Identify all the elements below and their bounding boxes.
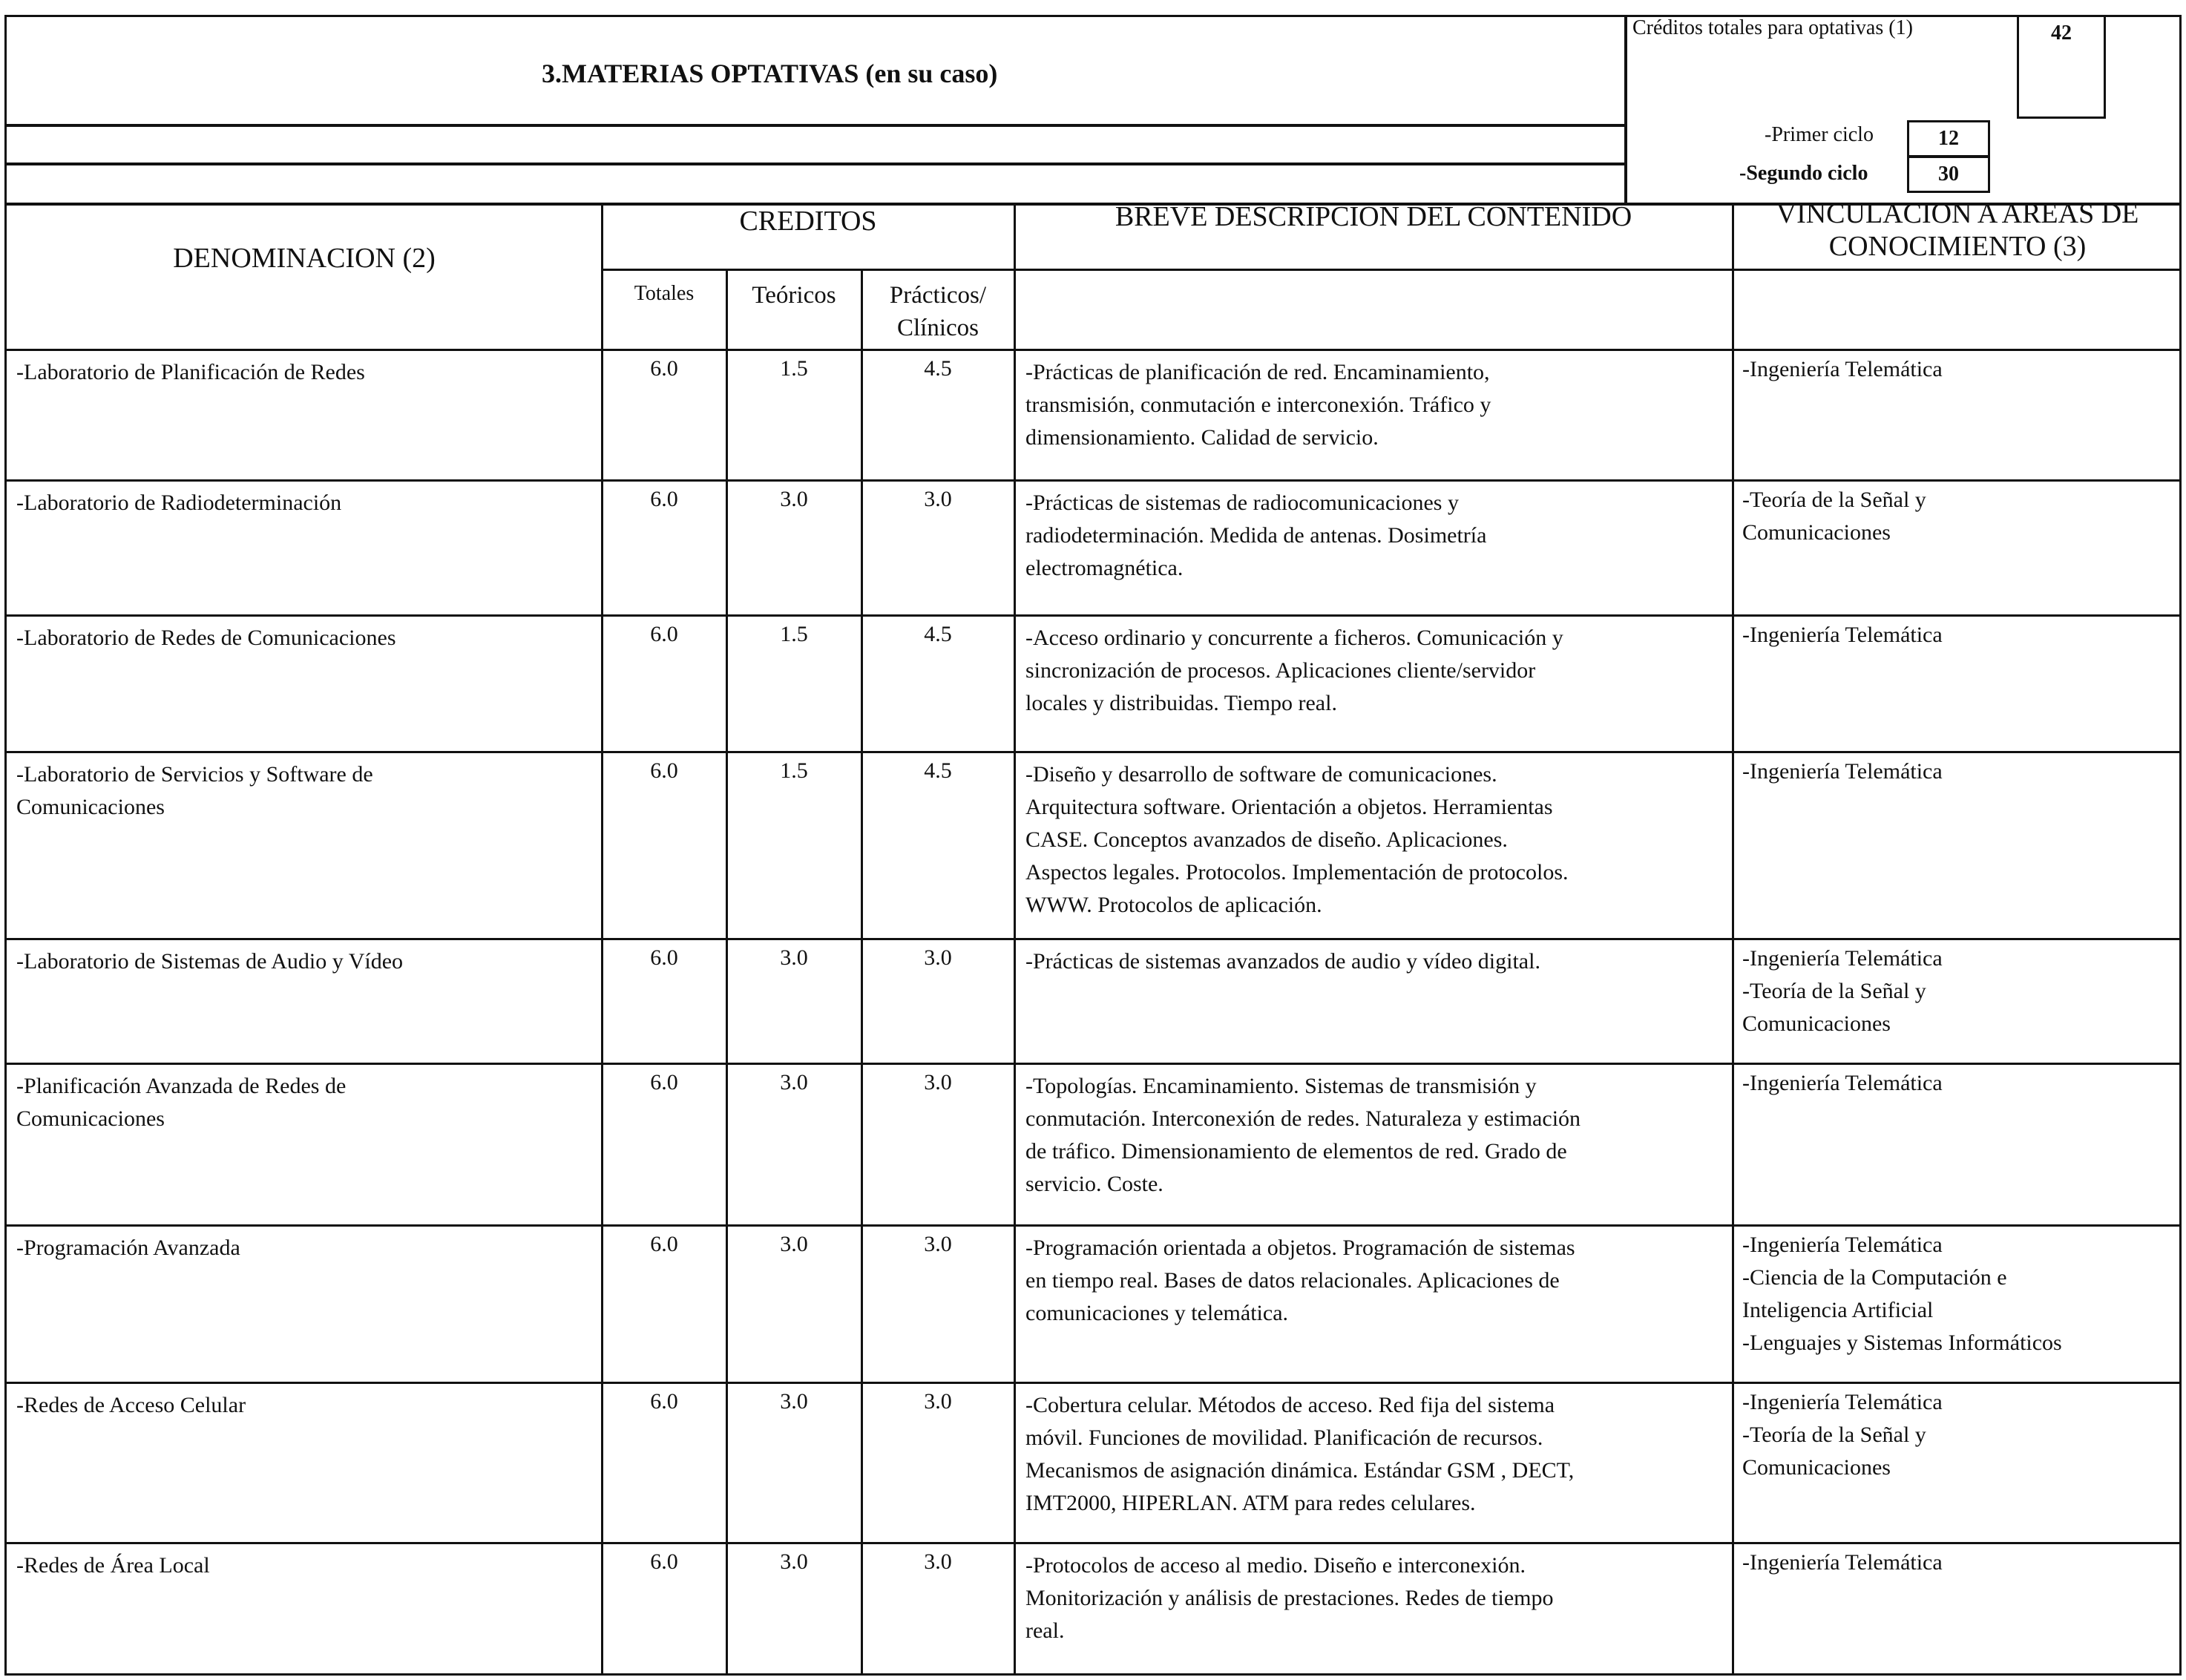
row-teoricos: 3.0 — [780, 1232, 808, 1256]
row-descripcion: Mecanismos de asignación dinámica. Estándar GSM , DECT, — [1025, 1458, 1575, 1483]
header-teoricos: Teóricos — [752, 282, 836, 309]
row-denominacion: Comunicaciones — [16, 1106, 165, 1131]
row-practicos: 3.0 — [924, 1070, 952, 1095]
row-descripcion: -Topologías. Encaminamiento. Sistemas de transmisión y — [1025, 1074, 1537, 1098]
row-totales: 6.0 — [650, 945, 678, 970]
row-area: Inteligencia Artificial — [1742, 1298, 1934, 1322]
row-denominacion: -Redes de Área Local — [16, 1553, 210, 1578]
row-area: -Teoría de la Señal y — [1742, 1423, 1926, 1447]
row-descripcion: dimensionamiento. Calidad de servicio. — [1025, 425, 1379, 450]
row-area: -Ingeniería Telemática — [1742, 1390, 1943, 1414]
row-divider — [4, 614, 2182, 617]
header-totales: Totales — [634, 282, 695, 305]
row-descripcion: comunicaciones y telemática. — [1025, 1301, 1289, 1325]
row-area: -Ciencia de la Computación e — [1742, 1265, 2007, 1290]
row-denominacion: -Laboratorio de Servicios y Software de — [16, 762, 373, 787]
row-descripcion: CASE. Conceptos avanzados de diseño. Aplicaciones. — [1025, 827, 1508, 852]
row-area: Comunicaciones — [1742, 520, 1891, 545]
row-denominacion: -Laboratorio de Radiodeterminación — [16, 490, 342, 515]
row-descripcion: Aspectos legales. Protocolos. Implementación de protocolos. — [1025, 860, 1569, 885]
row-practicos: 3.0 — [924, 487, 952, 511]
row-totales: 6.0 — [650, 487, 678, 511]
header-creditos: CREDITOS — [739, 206, 877, 237]
creditos-totales-label: Créditos totales para optativas (1) — [1632, 16, 1913, 39]
segundo-ciclo-label: -Segundo ciclo — [1739, 162, 1868, 185]
row-descripcion: -Protocolos de acceso al medio. Diseño e interconexión. — [1025, 1553, 1526, 1578]
row-denominacion: -Laboratorio de Sistemas de Audio y Vídeo — [16, 949, 404, 974]
primer-ciclo-value: 12 — [1907, 120, 1990, 157]
row-teoricos: 3.0 — [780, 487, 808, 511]
row-descripcion: Monitorización y análisis de prestaciones. Redes de tiempo — [1025, 1586, 1554, 1610]
page-title: 3.MATERIAS OPTATIVAS (en su caso) — [542, 59, 998, 88]
row-area: Comunicaciones — [1742, 1011, 1891, 1036]
header-descripcion: BREVE DESCRIPCION DEL CONTENIDO — [1115, 201, 1632, 232]
row-descripcion: -Programación orientada a objetos. Programación de sistemas — [1025, 1236, 1575, 1260]
row-practicos: 4.5 — [924, 622, 952, 646]
row-practicos: 3.0 — [924, 1549, 952, 1574]
row-practicos: 3.0 — [924, 1389, 952, 1414]
row-practicos: 3.0 — [924, 1232, 952, 1256]
row-descripcion: -Prácticas de planificación de red. Encaminamiento, — [1025, 360, 1490, 384]
row-teoricos: 1.5 — [780, 758, 808, 783]
row-area: -Ingeniería Telemática — [1742, 1233, 1943, 1257]
blank-line-1 — [4, 125, 1627, 165]
row-totales: 6.0 — [650, 356, 678, 381]
row-denominacion: -Laboratorio de Planificación de Redes — [16, 360, 365, 384]
row-area: -Ingeniería Telemática — [1742, 357, 1943, 381]
header-split — [601, 269, 2182, 271]
row-descripcion: -Diseño y desarrollo de software de comunicaciones. — [1025, 762, 1497, 787]
row-descripcion: sincronización de procesos. Aplicaciones cliente/servidor — [1025, 658, 1536, 683]
row-totales: 6.0 — [650, 758, 678, 783]
row-descripcion: móvil. Funciones de movilidad. Planificación de recursos. — [1025, 1425, 1543, 1450]
row-divider — [4, 479, 2182, 482]
row-area: -Teoría de la Señal y — [1742, 488, 1926, 512]
blank-line-2 — [4, 163, 1627, 205]
row-totales: 6.0 — [650, 622, 678, 646]
row-area: -Ingeniería Telemática — [1742, 946, 1943, 971]
row-descripcion: WWW. Protocolos de aplicación. — [1025, 893, 1322, 917]
row-descripcion: -Prácticas de sistemas avanzados de audio y vídeo digital. — [1025, 949, 1540, 974]
row-teoricos: 3.0 — [780, 1070, 808, 1095]
row-descripcion: servicio. Coste. — [1025, 1172, 1163, 1196]
row-descripcion: -Prácticas de sistemas de radiocomunicaciones y — [1025, 490, 1459, 515]
row-descripcion: electromagnética. — [1025, 556, 1184, 580]
header-denominacion: DENOMINACION (2) — [173, 243, 436, 274]
row-descripcion: -Cobertura celular. Métodos de acceso. Red fija del sistema — [1025, 1393, 1555, 1417]
row-descripcion: IMT2000, HIPERLAN. ATM para redes celulares. — [1025, 1491, 1476, 1515]
row-totales: 6.0 — [650, 1549, 678, 1574]
row-teoricos: 1.5 — [780, 622, 808, 646]
row-denominacion: Comunicaciones — [16, 795, 165, 819]
row-divider — [4, 1224, 2182, 1227]
header-practicos-1: Prácticos/ — [889, 282, 987, 309]
row-totales: 6.0 — [650, 1232, 678, 1256]
row-teoricos: 3.0 — [780, 945, 808, 970]
row-area: -Ingeniería Telemática — [1742, 623, 1943, 647]
header-bottom — [4, 349, 2182, 351]
row-descripcion: conmutación. Interconexión de redes. Naturaleza y estimación — [1025, 1106, 1581, 1131]
row-denominacion: -Laboratorio de Redes de Comunicaciones — [16, 626, 396, 650]
row-practicos: 3.0 — [924, 945, 952, 970]
row-area: Comunicaciones — [1742, 1455, 1891, 1480]
row-divider — [4, 751, 2182, 753]
row-denominacion: -Programación Avanzada — [16, 1236, 240, 1260]
row-divider — [4, 1542, 2182, 1544]
row-divider — [4, 1382, 2182, 1384]
row-totales: 6.0 — [650, 1070, 678, 1095]
row-totales: 6.0 — [650, 1389, 678, 1414]
row-area: -Lenguajes y Sistemas Informáticos — [1742, 1330, 2062, 1355]
row-descripcion: Arquitectura software. Orientación a objetos. Herramientas — [1025, 795, 1553, 819]
header-vinculacion-2: CONOCIMIENTO (3) — [1828, 231, 2087, 262]
header-vinculacion-1: VINCULACION A AREAS DE — [1776, 198, 2139, 229]
row-area: -Ingeniería Telemática — [1742, 759, 1943, 784]
row-descripcion: real. — [1025, 1618, 1065, 1643]
row-area: -Ingeniería Telemática — [1742, 1550, 1943, 1575]
row-area: -Ingeniería Telemática — [1742, 1071, 1943, 1095]
row-practicos: 4.5 — [924, 356, 952, 381]
row-divider — [4, 1063, 2182, 1065]
row-descripcion: en tiempo real. Bases de datos relacionales. Aplicaciones de — [1025, 1268, 1560, 1293]
segundo-ciclo-value: 30 — [1907, 156, 1990, 193]
creditos-totales-value: 42 — [2017, 15, 2106, 119]
row-denominacion: -Redes de Acceso Celular — [16, 1393, 246, 1417]
row-descripcion: transmisión, conmutación e interconexión. Tráfico y — [1025, 393, 1491, 417]
row-teoricos: 1.5 — [780, 356, 808, 381]
header-practicos-2: Clínicos — [896, 315, 979, 341]
row-descripcion: locales y distribuidas. Tiempo real. — [1025, 691, 1337, 715]
row-practicos: 4.5 — [924, 758, 952, 783]
row-area: -Teoría de la Señal y — [1742, 979, 1926, 1003]
row-descripcion: -Acceso ordinario y concurrente a ficheros. Comunicación y — [1025, 626, 1563, 650]
primer-ciclo-label: -Primer ciclo — [1765, 123, 1874, 146]
row-teoricos: 3.0 — [780, 1389, 808, 1414]
row-teoricos: 3.0 — [780, 1549, 808, 1574]
row-descripcion: de tráfico. Dimensionamiento de elementos de red. Grado de — [1025, 1139, 1567, 1164]
row-descripcion: radiodeterminación. Medida de antenas. Dosimetría — [1025, 523, 1487, 548]
row-divider — [4, 938, 2182, 940]
row-denominacion: -Planificación Avanzada de Redes de — [16, 1074, 347, 1098]
